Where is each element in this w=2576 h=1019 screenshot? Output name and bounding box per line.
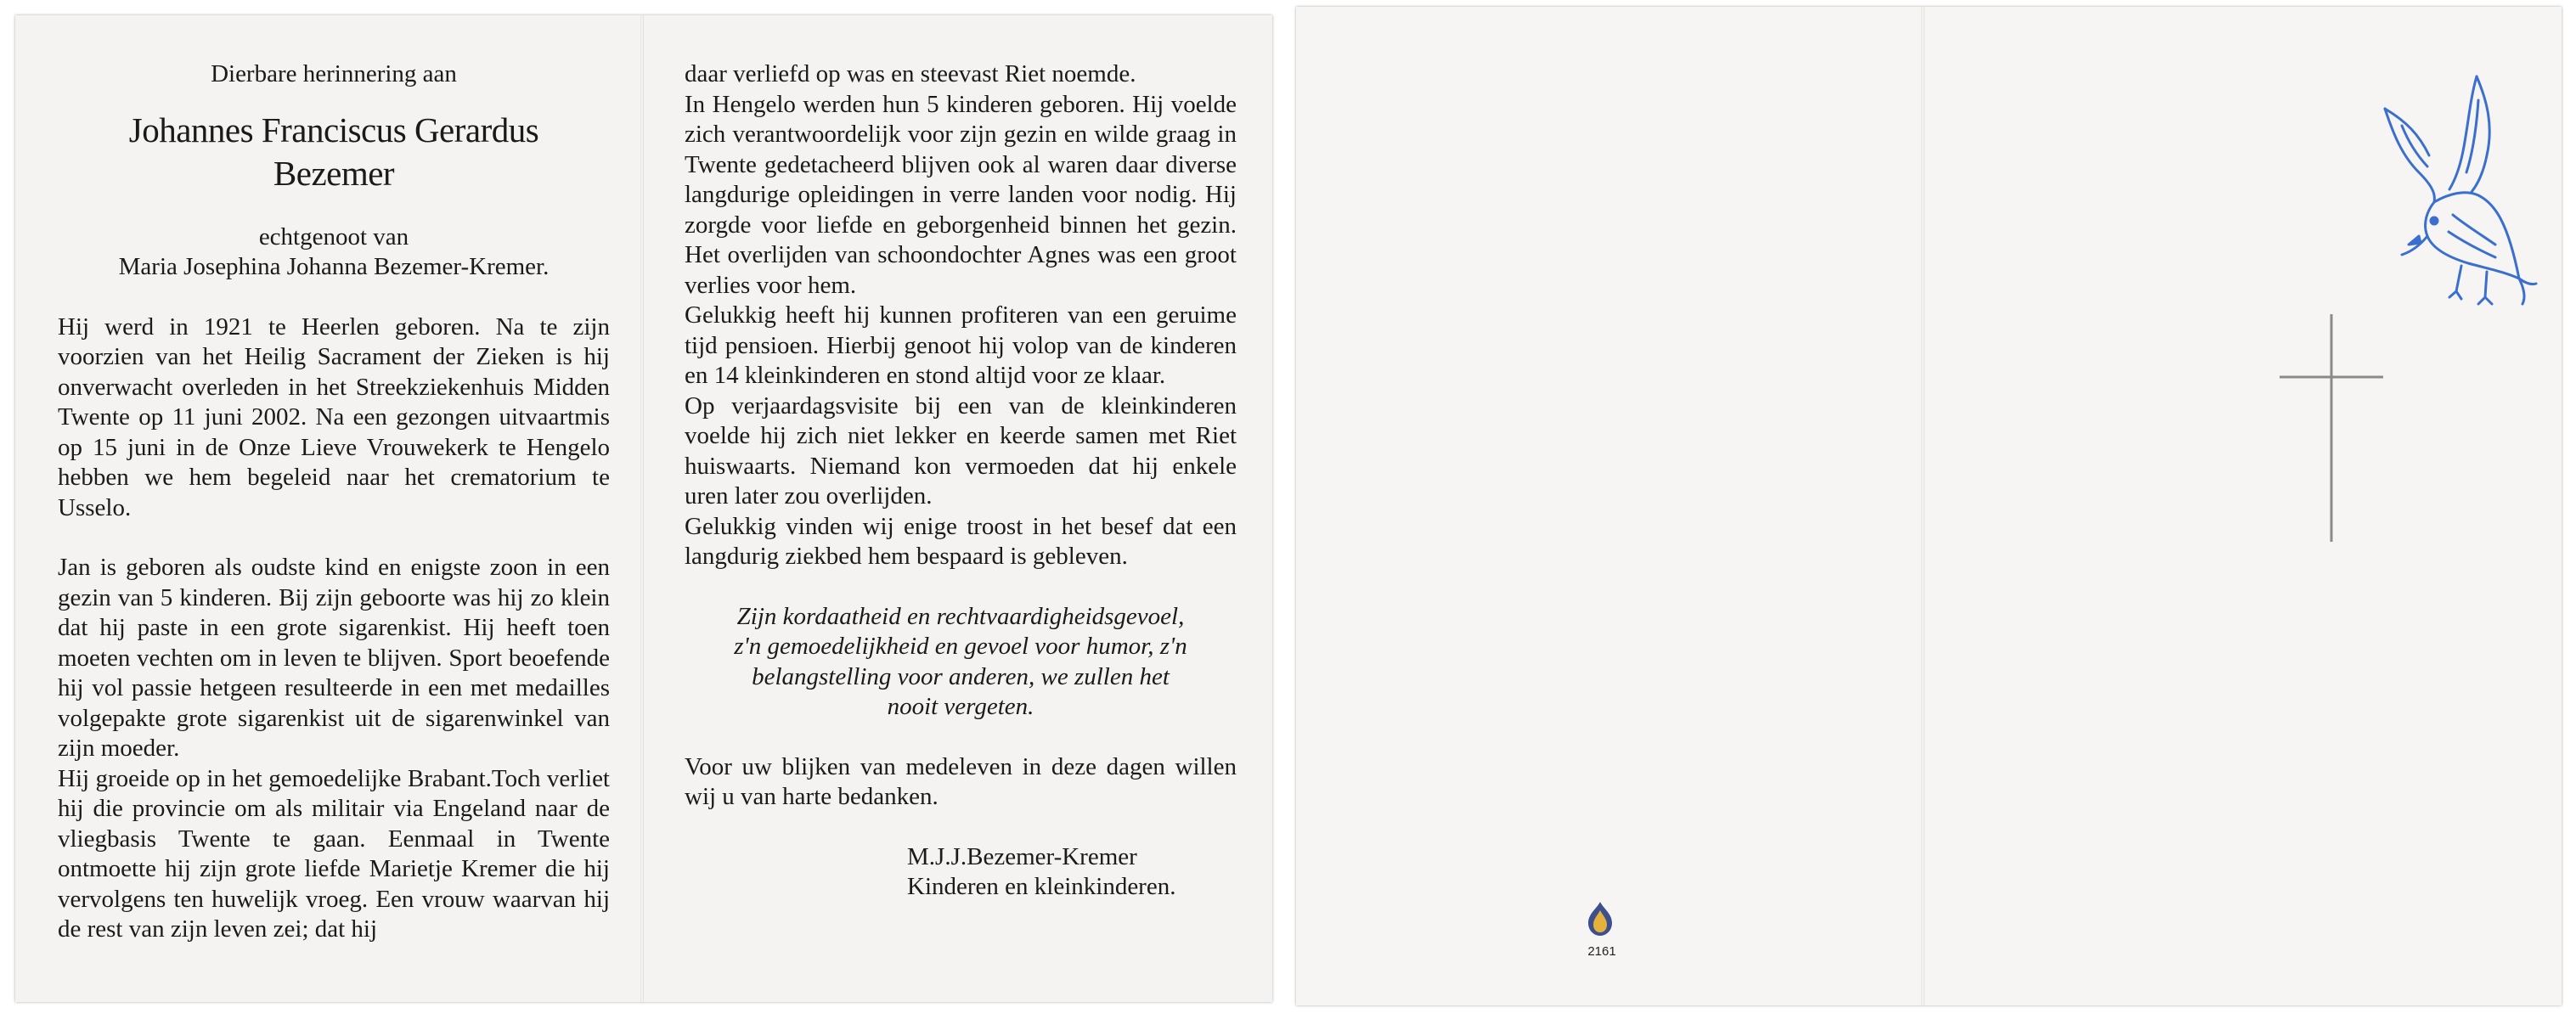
inside-right-panel <box>685 59 1237 903</box>
quote-line: Zijn kordaatheid en rechtvaardigheidsgevoel, <box>736 602 1185 630</box>
signature-name: M.J.J.Bezemer-Kremer <box>907 842 1137 870</box>
thanks-text: Voor uw blijken van medeleven in deze dagen willen wij u van harte bedanken. <box>685 752 1237 810</box>
deceased-name <box>58 109 610 195</box>
card-fold <box>1921 7 1925 1005</box>
signature-family: Kinderen en kleinkinderen. <box>907 873 1176 900</box>
quote-line: belangstelling voor anderen, we zullen het <box>752 662 1170 690</box>
biography-paragraph: Op verjaardagsvisite bij een van de kleinkinderen voelde hij zich niet lekker en keerde samen met Riet huiswaarts. Niemand kon vermoeden dat hij enkele uren later zou overlijden. <box>685 391 1237 510</box>
memorial-card-inside <box>15 15 1272 1002</box>
card-fold <box>640 15 644 1002</box>
memorial-card-outside <box>1296 7 2562 1005</box>
spouse-name: Maria Josephina Johanna Bezemer-Kremer. <box>118 253 550 280</box>
quote-line: z'n gemoedelijkheid en gevoel voor humor, z'n <box>734 633 1187 660</box>
intro-text: Dierbare herinnering aan <box>211 60 457 87</box>
spouse-label: echtgenoot van <box>258 222 409 251</box>
printer-logo-icon <box>1583 900 1617 937</box>
cross-icon <box>2280 314 2383 542</box>
biography-paragraph: Hij werd in 1921 te Heerlen geboren. Na te zijn voorzien van het Heilig Sacrament der Zieken is hij onverwacht overleden in het Streekziekenhuis Midden Twente op 11 juni 2002. Na een gezongen uitvaartmis op 15 juni in de Onze Lieve Vrouwekerk te Hengelo hebben we hem begeleid naar het crematorium te Usselo. <box>58 312 610 521</box>
bird-icon <box>2368 75 2538 312</box>
inside-left-panel <box>58 59 610 945</box>
biography-paragraph: Jan is geboren als oudste kind en enigste zoon in een gezin van 5 kinderen. Bij zijn geboorte was hij zo klein dat hij paste in een grote sigarenkist. Hij heeft toen moeten vechten om in leven te blijven. Sport beoefende hij vol passie hetgeen resulteerde in een met medailles volgepakte grote sigarenkist uit de sigarenwinkel van zijn moeder. <box>58 554 610 762</box>
deceased-name-line2: Bezemer <box>273 153 395 193</box>
biography-paragraph: Gelukkig heeft hij kunnen profiteren van een geruime tijd pensioen. Hierbij genoot hij volop van de kinderen en 14 kleinkinderen en stond altijd voor ze klaar. <box>685 301 1237 389</box>
biography-paragraph: Hij groeide op in het gemoedelijke Brabant.Toch verliet hij die provincie om als militair via Engeland naar de vliegbasis Twente te gaan. Eenmaal in Twente ontmoette hij zijn grote liefde Marietje Kremer die hij vervolgens ten huwelijk vroeg. Een vrouw waarvan hij de rest van zijn leven zei; dat hij <box>58 764 610 943</box>
deceased-name-line1: Johannes Franciscus Gerardus <box>128 110 539 149</box>
quote-line: nooit vergeten. <box>887 693 1034 720</box>
printer-code: 2161 <box>1587 944 1616 959</box>
memorial-quote <box>685 602 1237 723</box>
biography-paragraph: Gelukkig vinden wij enige troost in het besef dat een langdurig ziekbed hem bespaard is gebleven. <box>685 512 1237 570</box>
biography-paragraph: In Hengelo werden hun 5 kinderen geboren. Hij voelde zich verantwoordelijk voor zijn gezin en wilde graag in Twente gedetacheerd blijven ook al waren daar diverse langdurige opleidingen in verre landen voor nodig. Hij zorgde voor liefde en geborgenheid binnen het gezin. Het overlijden van schoondochter Agnes was een groot verlies voor hem. <box>685 90 1237 299</box>
biography-paragraph: daar verliefd op was en steevast Riet noemde. <box>685 60 1136 87</box>
